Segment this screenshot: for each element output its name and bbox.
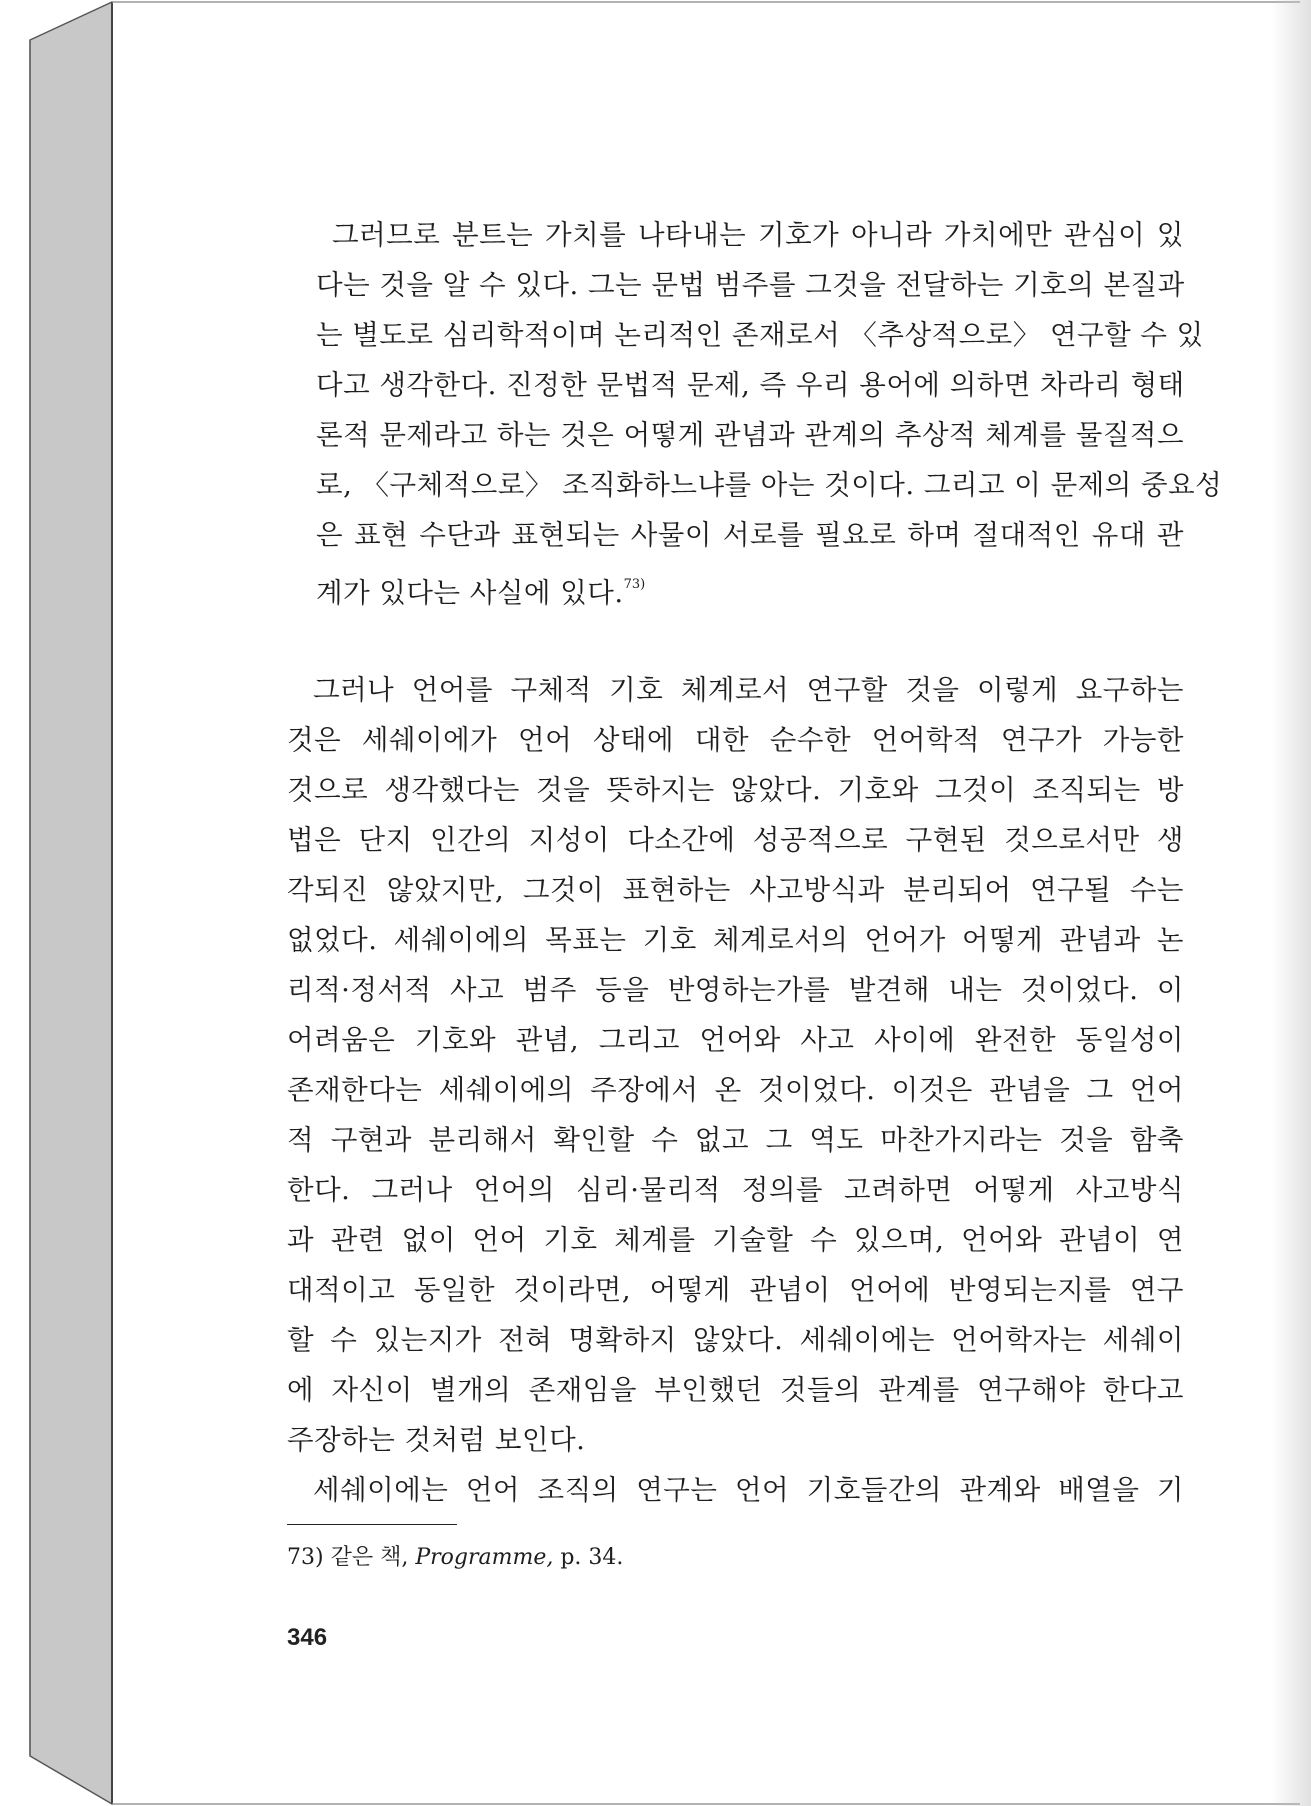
quote-last-line: [316, 560, 1184, 610]
body-line: 존재한다는 세쉐이에의 주장에서 온 것이었다. 이것은 관념을 그 언어: [287, 1074, 1184, 1106]
body-line: 법은 단지 인간의 지성이 다소간에 성공적으로 구현된 것으로서만 생: [287, 824, 1184, 856]
quote-line: 그러므로 분트는 가치를 나타내는 기호가 아니라 가치에만 관심이 있: [332, 219, 1184, 251]
body-line: 리적·정서적 사고 범주 등을 반영하는가를 발견해 내는 것이었다. 이: [287, 974, 1184, 1006]
quote-line: 론적 문제라고 하는 것은 어떻게 관념과 관계의 추상적 체계를 물질적으: [316, 419, 1185, 451]
body-line: 것으로 생각했다는 것을 뜻하지는 않았다. 기호와 그것이 조직되는 방: [287, 774, 1184, 806]
body-line: 그러나 언어를 구체적 기호 체계로서 연구할 것을 이렇게 요구하는: [313, 674, 1184, 706]
body-line: 대적이고 동일한 것이라면, 어떻게 관념이 언어에 반영되는지를 연구: [287, 1274, 1184, 1306]
footnote: [287, 1540, 623, 1576]
body-line: 없었다. 세쉐이에의 목표는 기호 체계로서의 언어가 어떻게 관념과 논: [287, 924, 1184, 956]
body-line: 각되진 않았지만, 그것이 표현하는 사고방식과 분리되어 연구될 수는: [287, 874, 1184, 906]
footnote-divider: [287, 1524, 457, 1525]
footnote-title: Programme,: [415, 1545, 554, 1570]
quote-line: 다고 생각한다. 진정한 문법적 문제, 즉 우리 용어에 의하면 차라리 형태: [316, 369, 1185, 401]
footnote-text-before: 같은 책,: [330, 1545, 409, 1570]
body-line: 에 자신이 별개의 존재임을 부인했던 것들의 관계를 연구해야 한다고: [287, 1374, 1184, 1406]
quote-line: 은 표현 수단과 표현되는 사물이 서로를 필요로 하며 절대적인 유대 관: [316, 519, 1184, 551]
footnote-number: 73): [287, 1545, 324, 1570]
footnote-reference[interactable]: 73): [623, 577, 646, 592]
page-number: 346: [287, 1624, 328, 1651]
body-line: 과 관련 없이 언어 기호 체계를 기술할 수 있으며, 언어와 관념이 연: [287, 1224, 1184, 1256]
block-quote: [316, 210, 1223, 610]
body-line: 어려움은 기호와 관념, 그리고 언어와 사고 사이에 완전한 동일성이: [287, 1024, 1184, 1056]
quote-line: 는 별도로 심리학적이며 논리적인 존재로서 〈추상적으로〉 연구할 수 있: [316, 319, 1204, 351]
body-line: 주장하는 것처럼 보인다.: [287, 1424, 586, 1456]
body-line: 할 수 있는지가 전혀 명확하지 않았다. 세쉐이에는 언어학자는 세쉐이: [287, 1324, 1184, 1356]
body-line: 한다. 그러나 언어의 심리·물리적 정의를 고려하면 어떻게 사고방식: [287, 1174, 1184, 1206]
footnote-text-after: p. 34.: [560, 1545, 624, 1570]
quote-line: 다는 것을 알 수 있다. 그는 문법 범주를 그것을 전달하는 기호의 본질과: [316, 269, 1185, 301]
body-line: 세쉐이에는 언어 조직의 연구는 언어 기호들간의 관계와 배열을 기: [313, 1474, 1184, 1506]
body-text: [287, 665, 1184, 1515]
page-right-shadow: [1271, 0, 1311, 1806]
quote-line: 로, 〈구체적으로〉 조직화하느냐를 아는 것이다. 그리고 이 문제의 중요성: [316, 469, 1223, 501]
body-line: 적 구현과 분리해서 확인할 수 없고 그 역도 마찬가지라는 것을 함축: [287, 1124, 1184, 1156]
body-line: 것은 세쉐이에가 언어 상태에 대한 순수한 언어학적 연구가 가능한: [287, 724, 1184, 756]
quote-line: 계가 있다는 사실에 있다.: [316, 577, 624, 609]
